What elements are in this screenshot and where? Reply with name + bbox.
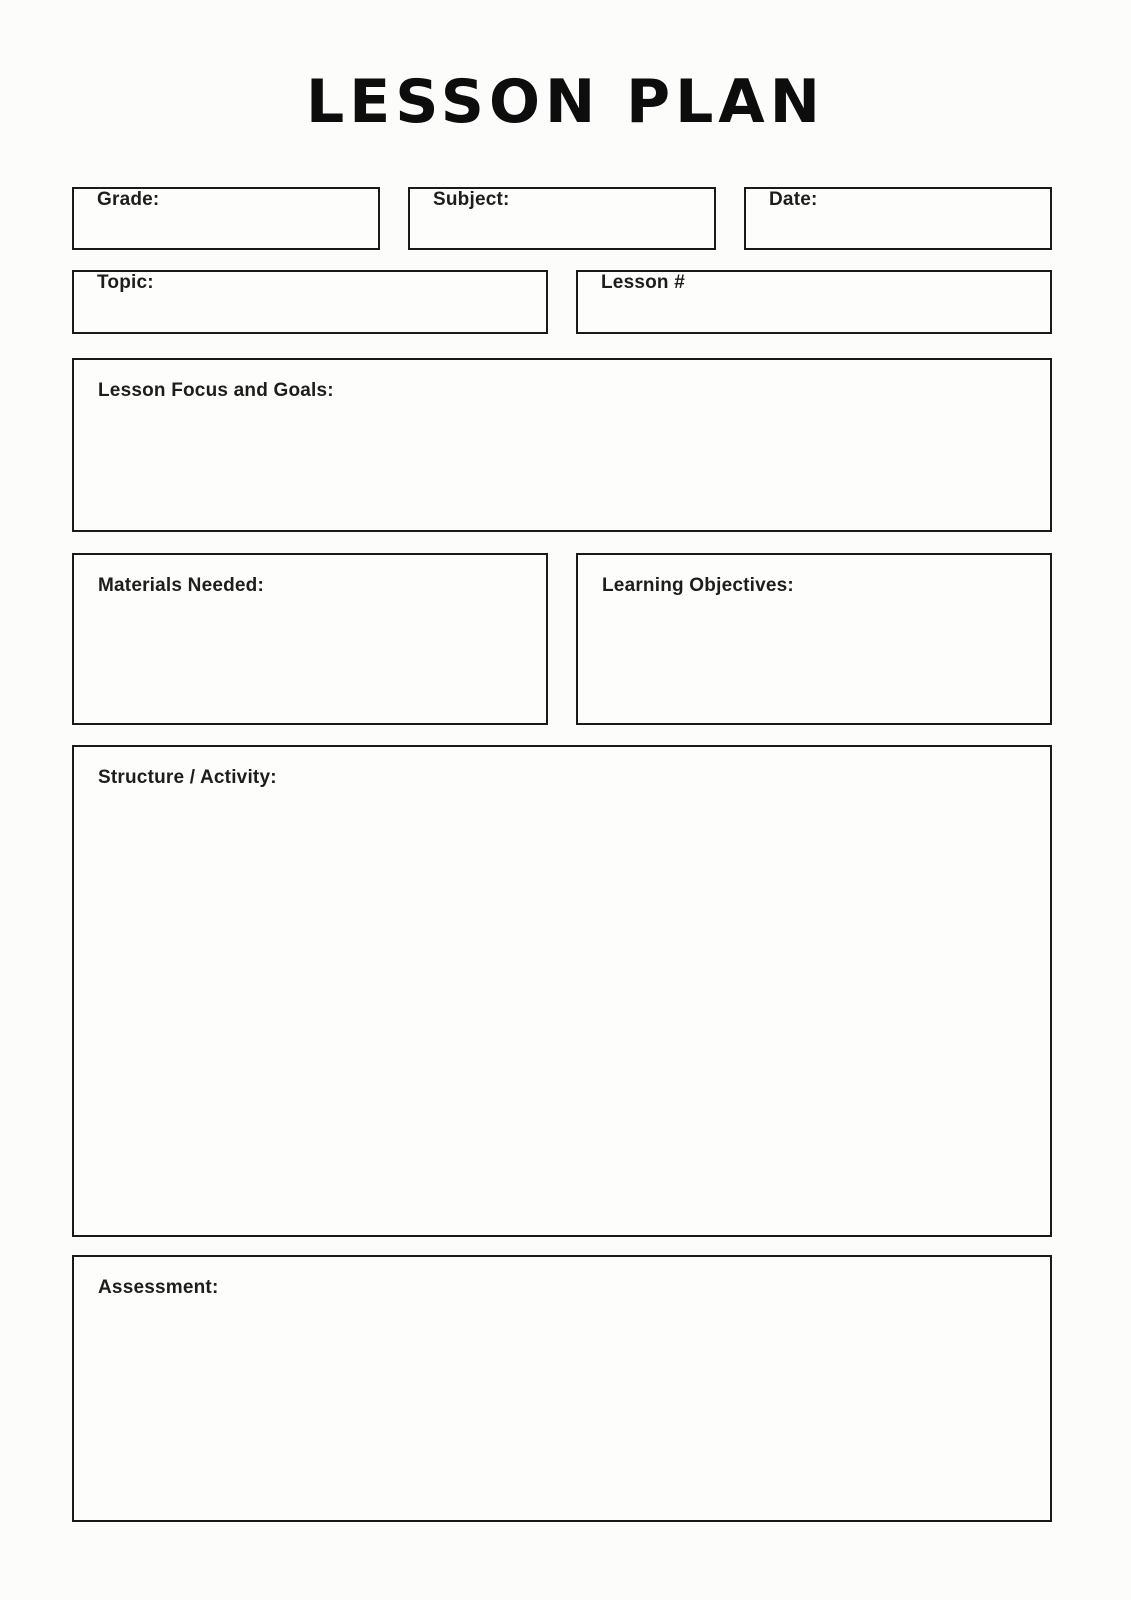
objectives-field[interactable] — [576, 553, 1052, 725]
materials-field[interactable] — [72, 553, 548, 725]
focus-goals-row — [72, 358, 1052, 532]
subject-field[interactable] — [408, 187, 716, 250]
materials-objectives-row — [72, 553, 1052, 725]
materials-label: Materials Needed: — [98, 575, 265, 596]
structure-activity-value — [98, 789, 1026, 1215]
subject-value — [433, 211, 714, 248]
objectives-value — [602, 597, 1026, 703]
objectives-label: Learning Objectives: — [602, 575, 794, 596]
focus-goals-field[interactable] — [72, 358, 1052, 532]
topic-row — [72, 270, 1052, 334]
materials-value — [98, 597, 522, 703]
focus-goals-label: Lesson Focus and Goals: — [98, 380, 334, 401]
assessment-field[interactable] — [72, 1255, 1052, 1522]
topic-label: Topic: — [97, 272, 154, 293]
assessment-label: Assessment: — [98, 1277, 219, 1298]
grade-field[interactable] — [72, 187, 380, 250]
grade-value — [97, 211, 378, 248]
page-title: LESSON PLAN — [306, 67, 825, 137]
lesson-number-field[interactable] — [576, 270, 1052, 334]
topic-value — [97, 294, 546, 332]
structure-activity-field[interactable] — [72, 745, 1052, 1237]
date-value — [769, 211, 1050, 248]
identity-row — [72, 187, 1052, 250]
assessment-row — [72, 1255, 1052, 1522]
topic-field[interactable] — [72, 270, 548, 334]
lesson-number-value — [601, 294, 1050, 332]
subject-label: Subject: — [433, 189, 510, 210]
date-label: Date: — [769, 189, 818, 210]
assessment-value — [98, 1299, 1026, 1500]
grade-label: Grade: — [97, 189, 160, 210]
focus-goals-value — [98, 402, 1026, 510]
structure-activity-row — [72, 745, 1052, 1237]
structure-activity-label: Structure / Activity: — [98, 767, 277, 788]
date-field[interactable] — [744, 187, 1052, 250]
lesson-number-label: Lesson # — [601, 272, 685, 293]
